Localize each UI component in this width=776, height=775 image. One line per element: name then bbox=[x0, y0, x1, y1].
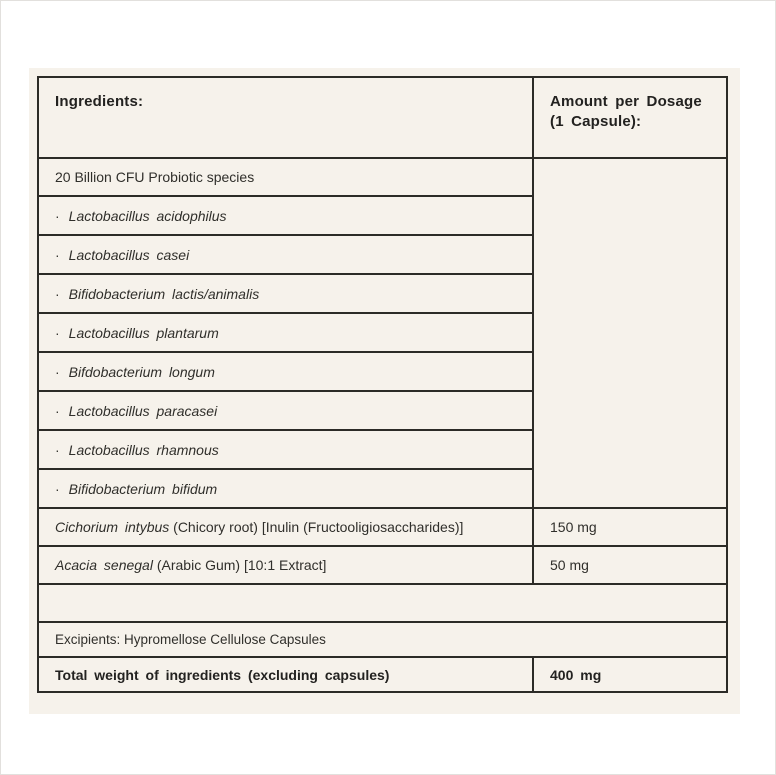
total-row bbox=[38, 657, 727, 692]
table-header-row bbox=[38, 77, 727, 158]
excipients-row bbox=[38, 622, 727, 657]
excipients-text: Excipients: Hypromellose Cellulose Capsules bbox=[38, 622, 727, 657]
species-name: Bifdobacterium longum bbox=[68, 363, 215, 380]
species-name: Lactobacillus rhamnous bbox=[68, 441, 219, 458]
ingredient-latin-name: Cichorium intybus bbox=[55, 519, 170, 535]
ingredients-table bbox=[37, 76, 728, 693]
bullet-dot: · bbox=[55, 480, 60, 497]
probiotic-group-title: 20 Billion CFU Probiotic species bbox=[38, 158, 533, 196]
bullet-dot: · bbox=[55, 285, 60, 302]
bullet-dot: · bbox=[55, 402, 60, 419]
total-amount: 400 mg bbox=[533, 657, 727, 692]
header-ingredients: Ingredients: bbox=[38, 77, 533, 158]
bullet-dot: · bbox=[55, 441, 60, 458]
probiotic-group-amount-cell bbox=[533, 158, 727, 508]
total-label: Total weight of ingredients (excluding capsules) bbox=[38, 657, 533, 692]
ingredient-common-name: (Chicory root) [Inulin (Fructooligiosaccharides)] bbox=[169, 519, 464, 535]
supplement-label-card bbox=[29, 68, 740, 714]
bullet-dot: · bbox=[55, 246, 60, 263]
species-name: Lactobacillus paracasei bbox=[68, 402, 218, 419]
bullet-dot: · bbox=[55, 363, 60, 380]
species-name: Bifidobacterium lactis/animalis bbox=[68, 285, 260, 302]
empty-cell bbox=[38, 584, 727, 622]
species-name: Lactobacillus acidophilus bbox=[68, 207, 227, 224]
species-name: Lactobacillus plantarum bbox=[68, 324, 219, 341]
species-name: Bifidobacterium bifidum bbox=[68, 480, 218, 497]
empty-spacer-row bbox=[38, 584, 727, 622]
table-row bbox=[38, 546, 727, 584]
species-name: Lactobacillus casei bbox=[68, 246, 190, 263]
ingredient-latin-name: Acacia senegal bbox=[55, 557, 153, 573]
ingredient-common-name: (Arabic Gum) [10:1 Extract] bbox=[152, 557, 327, 573]
bullet-dot: · bbox=[55, 207, 60, 224]
ingredient-amount: 150 mg bbox=[533, 508, 727, 546]
ingredient-amount: 50 mg bbox=[533, 546, 727, 584]
bullet-dot: · bbox=[55, 324, 60, 341]
table-row bbox=[38, 508, 727, 546]
table-row bbox=[38, 158, 727, 196]
header-amount: Amount per Dosage (1 Capsule): bbox=[533, 77, 727, 158]
